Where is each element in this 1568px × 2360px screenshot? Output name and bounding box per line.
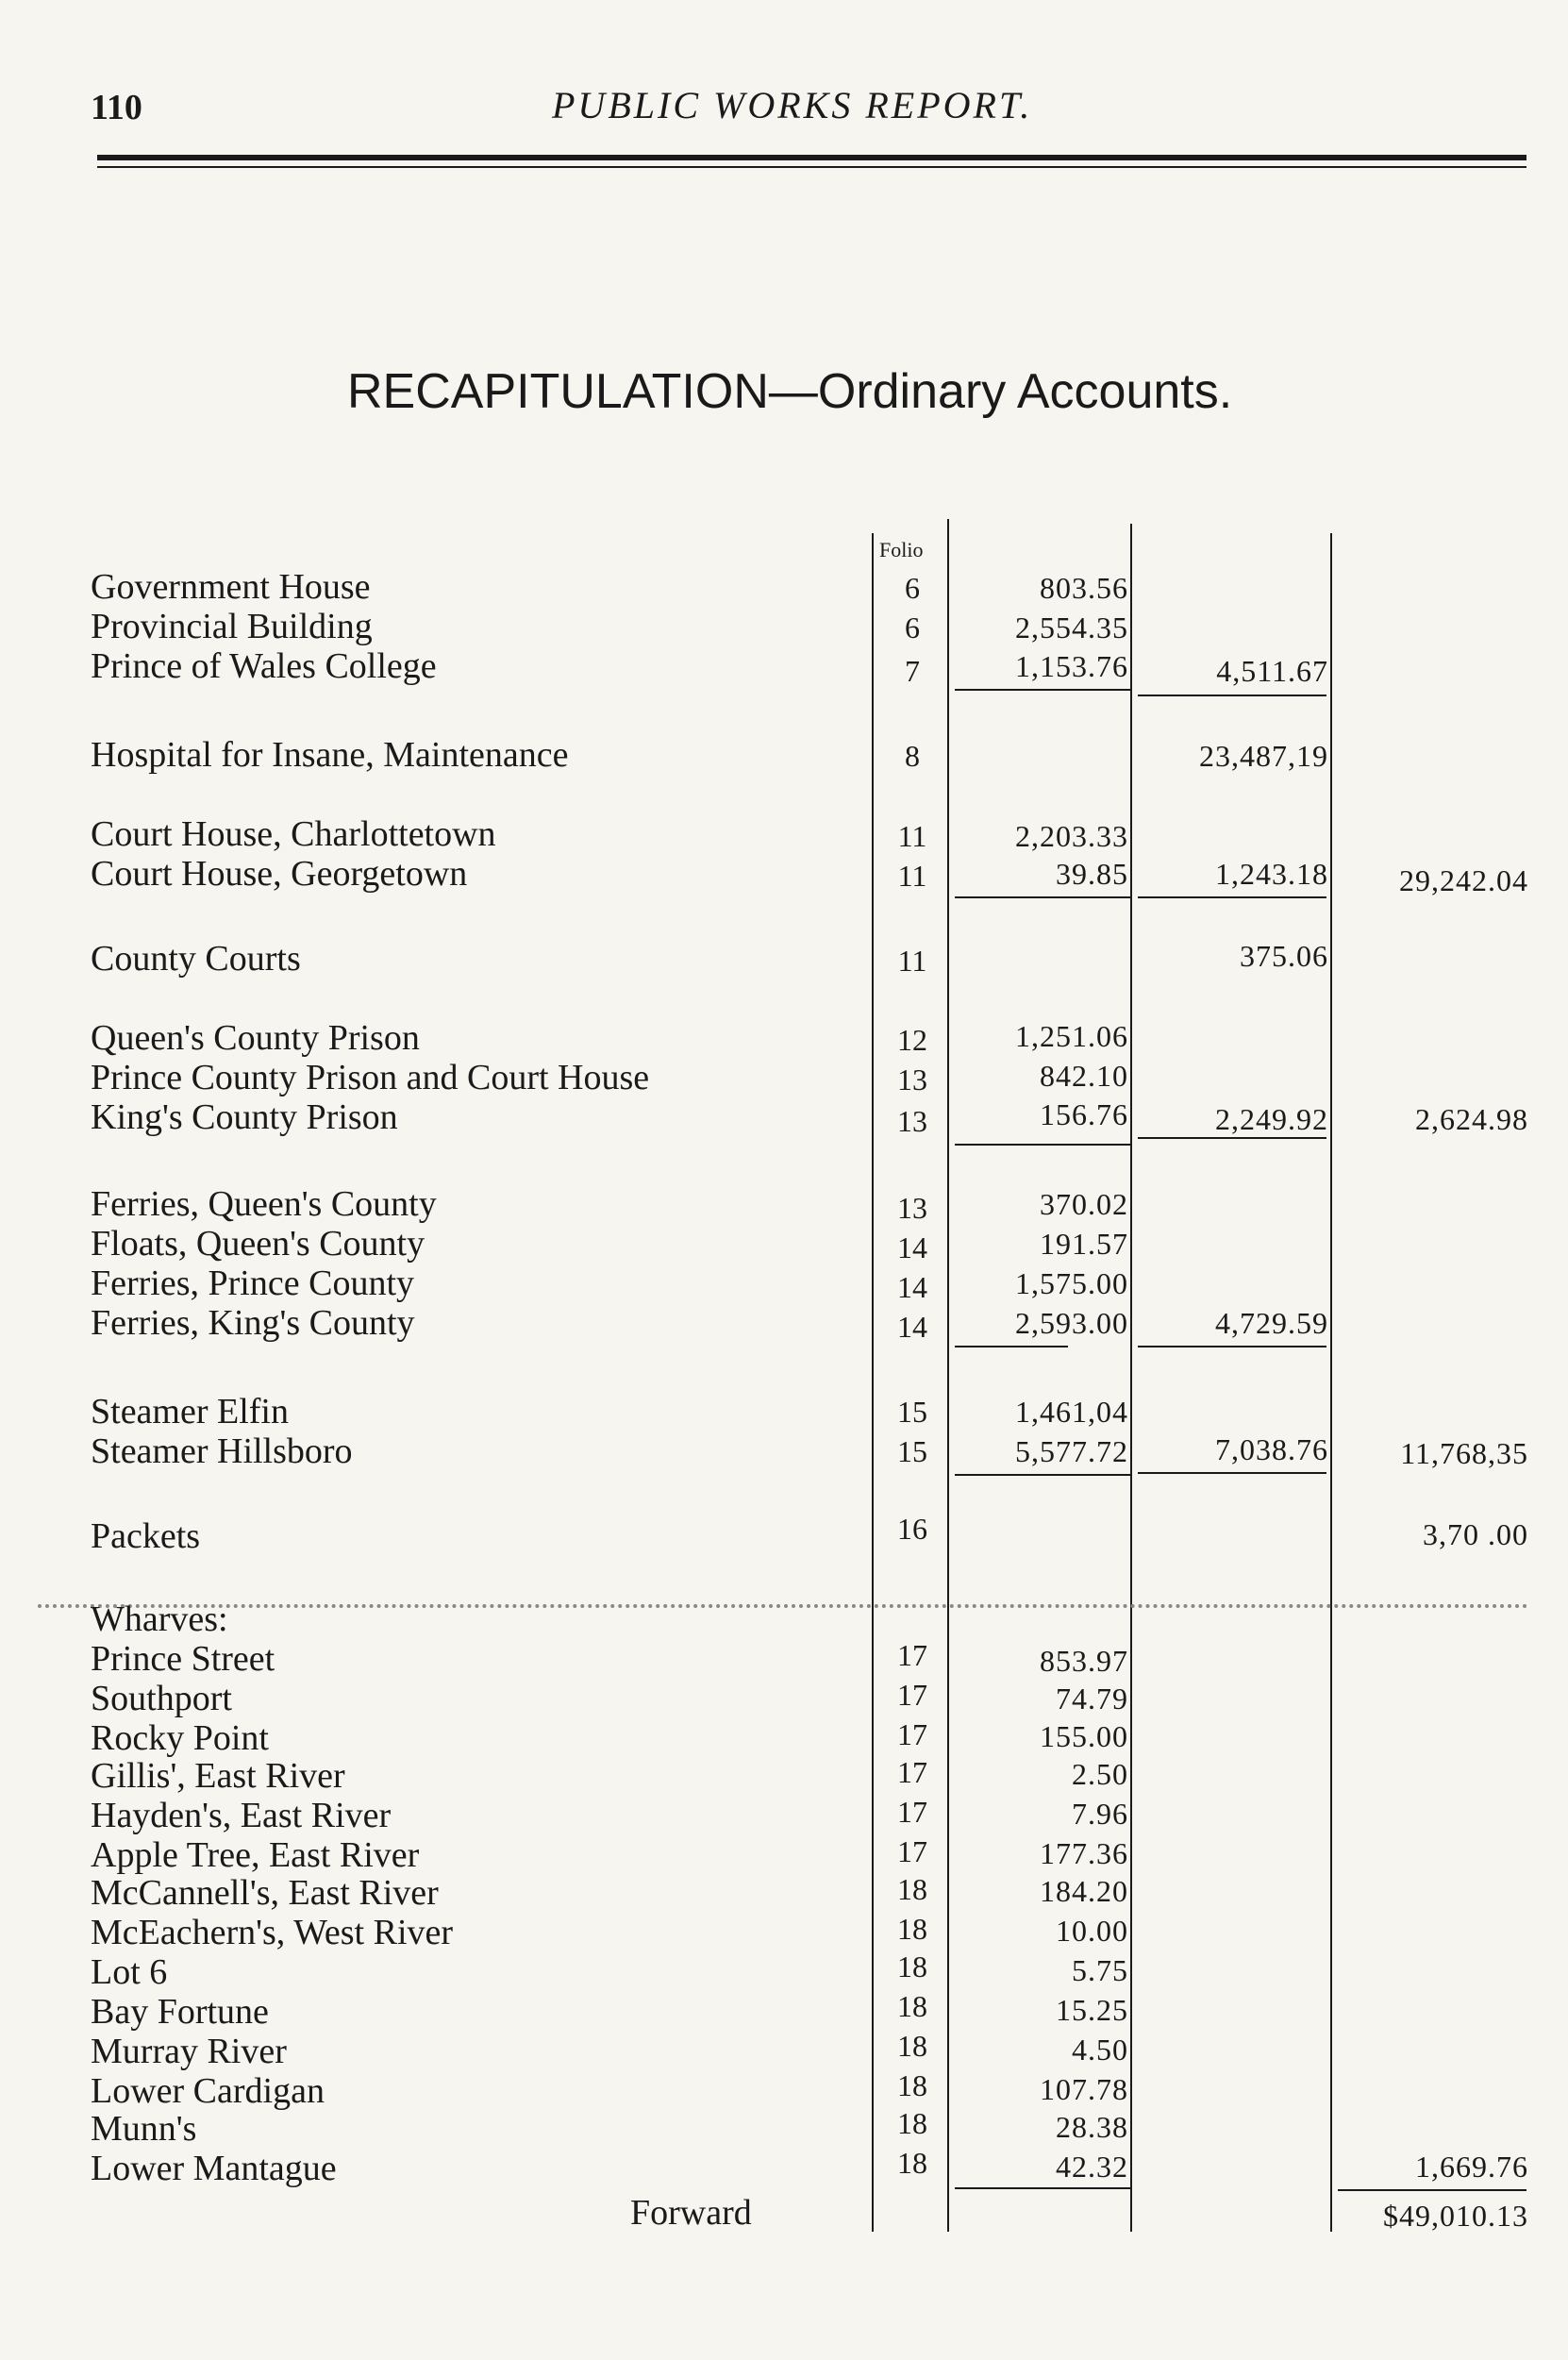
- column-divider-subtotal-right: [1330, 533, 1332, 2232]
- item-mccannells-east-river: McCannell's, East River: [91, 1873, 439, 1913]
- wharves-heading: Wharves:: [91, 1599, 228, 1639]
- total-court-house-georgetown: 29,242.04: [1399, 863, 1528, 897]
- amount-kings-county-prison: 156.76: [1040, 1097, 1128, 1131]
- folio-apple-tree-east-river: 17: [897, 1834, 927, 1868]
- item-ferries-prince-county: Ferries, Prince County: [91, 1264, 415, 1303]
- amount-lot-6: 5.75: [1072, 1953, 1128, 1987]
- header-rule-thin: [97, 166, 1526, 168]
- subtotal-county-courts: 375.06: [1240, 939, 1328, 973]
- running-head: PUBLIC WORKS REPORT.: [552, 84, 1033, 126]
- amount-court-house-charlottetown: 2,203.33: [1015, 819, 1128, 853]
- forward-label: Forward: [630, 2193, 752, 2233]
- underline: [1338, 2189, 1526, 2191]
- column-divider-folio-left: [872, 533, 874, 2232]
- amount-mccannells-east-river: 184.20: [1040, 1874, 1128, 1908]
- header-rule-thick: [97, 155, 1526, 160]
- amount-lower-cardigan: 107.78: [1040, 2072, 1128, 2106]
- folio-gillis-east-river: 17: [897, 1755, 927, 1789]
- wharves-dotted-separator: [38, 1604, 1528, 1608]
- total-packets: 3,70 .00: [1423, 1517, 1528, 1551]
- item-hospital-for-insane: Hospital for Insane, Maintenance: [91, 735, 569, 775]
- amount-steamer-elfin: 1,461,04: [1015, 1395, 1128, 1429]
- item-rocky-point: Rocky Point: [91, 1718, 269, 1758]
- folio-packets: 16: [897, 1512, 927, 1546]
- folio-hospital-for-insane: 8: [905, 739, 920, 773]
- folio-murray-river: 18: [897, 2029, 927, 2063]
- amount-floats-queens-county: 191.57: [1040, 1227, 1128, 1261]
- item-queens-county-prison: Queen's County Prison: [91, 1018, 420, 1058]
- item-court-house-georgetown: Court House, Georgetown: [91, 854, 468, 894]
- folio-southport: 17: [897, 1678, 927, 1712]
- underline: [955, 1346, 1068, 1347]
- item-ferries-queens-county: Ferries, Queen's County: [91, 1184, 437, 1224]
- total-kings-county-prison: 2,624.98: [1415, 1102, 1528, 1136]
- folio-lot-6: 18: [897, 1950, 927, 1983]
- item-southport: Southport: [91, 1679, 232, 1718]
- item-floats-queens-county: Floats, Queen's County: [91, 1224, 425, 1264]
- subtotal-ferries-kings-county: 4,729.59: [1215, 1306, 1328, 1340]
- item-apple-tree-east-river: Apple Tree, East River: [91, 1835, 420, 1875]
- item-court-house-charlottetown: Court House, Charlottetown: [91, 814, 496, 854]
- amount-steamer-hillsboro: 5,577.72: [1015, 1434, 1128, 1468]
- amount-prince-county-prison: 842.10: [1040, 1059, 1128, 1093]
- item-packets: Packets: [91, 1516, 201, 1556]
- amount-prince-of-wales-college: 1,153.76: [1015, 649, 1128, 683]
- folio-column-header: Folio: [879, 538, 924, 561]
- underline: [955, 1144, 1130, 1146]
- amount-rocky-point: 155.00: [1040, 1719, 1128, 1753]
- amount-ferries-prince-county: 1,575.00: [1015, 1266, 1128, 1300]
- amount-lower-mantague: 42.32: [1056, 2150, 1128, 2184]
- amount-ferries-kings-county: 2,593.00: [1015, 1306, 1128, 1340]
- amount-ferries-queens-county: 370.02: [1040, 1187, 1128, 1221]
- amount-queens-county-prison: 1,251.06: [1015, 1019, 1128, 1053]
- item-kings-county-prison: King's County Prison: [91, 1097, 398, 1137]
- underline: [955, 689, 1130, 691]
- item-prince-of-wales-college: Prince of Wales College: [91, 646, 437, 686]
- subtotal-kings-county-prison: 2,249.92: [1215, 1102, 1328, 1136]
- folio-kings-county-prison: 13: [897, 1104, 927, 1138]
- folio-ferries-queens-county: 13: [897, 1191, 927, 1225]
- subtotal-court-house-georgetown: 1,243.18: [1215, 857, 1328, 891]
- folio-lower-mantague: 18: [897, 2146, 927, 2180]
- amount-prince-street: 853.97: [1040, 1644, 1128, 1678]
- item-haydens-east-river: Hayden's, East River: [91, 1796, 392, 1835]
- underline: [1138, 896, 1326, 898]
- folio-steamer-hillsboro: 15: [897, 1434, 927, 1468]
- subtotal-hospital-for-insane: 23,487,19: [1199, 739, 1328, 773]
- folio-county-courts: 11: [897, 944, 927, 978]
- item-lot-6: Lot 6: [91, 1952, 168, 1992]
- item-murray-river: Murray River: [91, 2032, 287, 2071]
- item-prince-county-prison: Prince County Prison and Court House: [91, 1058, 650, 1097]
- amount-haydens-east-river: 7.96: [1072, 1797, 1128, 1831]
- item-mceacherns-west-river: McEachern's, West River: [91, 1913, 454, 1952]
- underline: [1138, 1137, 1326, 1139]
- folio-bay-fortune: 18: [897, 1989, 927, 2023]
- folio-queens-county-prison: 12: [897, 1023, 927, 1057]
- underline: [1138, 1472, 1326, 1474]
- item-government-house: Government House: [91, 567, 371, 607]
- subtotal-steamer-hillsboro: 7,038.76: [1215, 1432, 1328, 1466]
- page-title: RECAPITULATION—Ordinary Accounts.: [347, 364, 1233, 419]
- amount-apple-tree-east-river: 177.36: [1040, 1836, 1128, 1870]
- folio-prince-of-wales-college: 7: [905, 654, 920, 688]
- folio-prince-street: 17: [897, 1638, 927, 1672]
- forward-total: $49,010.13: [1383, 2199, 1528, 2233]
- item-county-courts: County Courts: [91, 939, 301, 979]
- page-number: 110: [91, 88, 142, 127]
- item-gillis-east-river: Gillis', East River: [91, 1756, 345, 1796]
- amount-court-house-georgetown: 39.85: [1056, 857, 1128, 891]
- item-bay-fortune: Bay Fortune: [91, 1992, 269, 2032]
- amount-government-house: 803.56: [1040, 571, 1128, 605]
- column-divider-folio-right: [947, 519, 949, 2232]
- folio-government-house: 6: [905, 571, 920, 605]
- folio-rocky-point: 17: [897, 1717, 927, 1751]
- folio-ferries-prince-county: 14: [897, 1270, 927, 1304]
- amount-murray-river: 4.50: [1072, 2033, 1128, 2067]
- folio-haydens-east-river: 17: [897, 1795, 927, 1829]
- folio-lower-cardigan: 18: [897, 2068, 927, 2102]
- folio-floats-queens-county: 14: [897, 1230, 927, 1264]
- folio-mccannells-east-river: 18: [897, 1872, 927, 1906]
- amount-munns: 28.38: [1056, 2110, 1128, 2144]
- underline: [1138, 695, 1326, 696]
- item-steamer-elfin: Steamer Elfin: [91, 1392, 289, 1431]
- folio-munns: 18: [897, 2106, 927, 2140]
- amount-bay-fortune: 15.25: [1056, 1993, 1128, 2027]
- amount-mceacherns-west-river: 10.00: [1056, 1914, 1128, 1948]
- item-prince-street: Prince Street: [91, 1639, 275, 1679]
- item-munns: Munn's: [91, 2109, 197, 2149]
- item-provincial-building: Provincial Building: [91, 607, 373, 646]
- amount-provincial-building: 2,554.35: [1015, 611, 1128, 644]
- total-steamer-hillsboro: 11,768,35: [1400, 1436, 1528, 1470]
- underline: [955, 2187, 1130, 2189]
- folio-court-house-charlottetown: 11: [897, 819, 927, 853]
- folio-ferries-kings-county: 14: [897, 1310, 927, 1344]
- item-lower-mantague: Lower Mantague: [91, 2149, 337, 2188]
- item-steamer-hillsboro: Steamer Hillsboro: [91, 1431, 353, 1471]
- underline: [955, 1474, 1130, 1476]
- folio-mceacherns-west-river: 18: [897, 1912, 927, 1946]
- item-lower-cardigan: Lower Cardigan: [91, 2071, 325, 2111]
- underline: [955, 896, 1130, 898]
- underline: [1138, 1346, 1326, 1347]
- amount-gillis-east-river: 2.50: [1072, 1757, 1128, 1791]
- subtotal-prince-of-wales-college: 4,511.67: [1216, 654, 1328, 688]
- item-ferries-kings-county: Ferries, King's County: [91, 1303, 415, 1343]
- folio-steamer-elfin: 15: [897, 1395, 927, 1429]
- column-divider-amount-right: [1130, 524, 1132, 2232]
- amount-southport: 74.79: [1056, 1682, 1128, 1716]
- folio-prince-county-prison: 13: [897, 1063, 927, 1096]
- folio-provincial-building: 6: [905, 611, 920, 644]
- total-lower-mantague: 1,669.76: [1415, 2150, 1528, 2184]
- folio-court-house-georgetown: 11: [897, 859, 927, 893]
